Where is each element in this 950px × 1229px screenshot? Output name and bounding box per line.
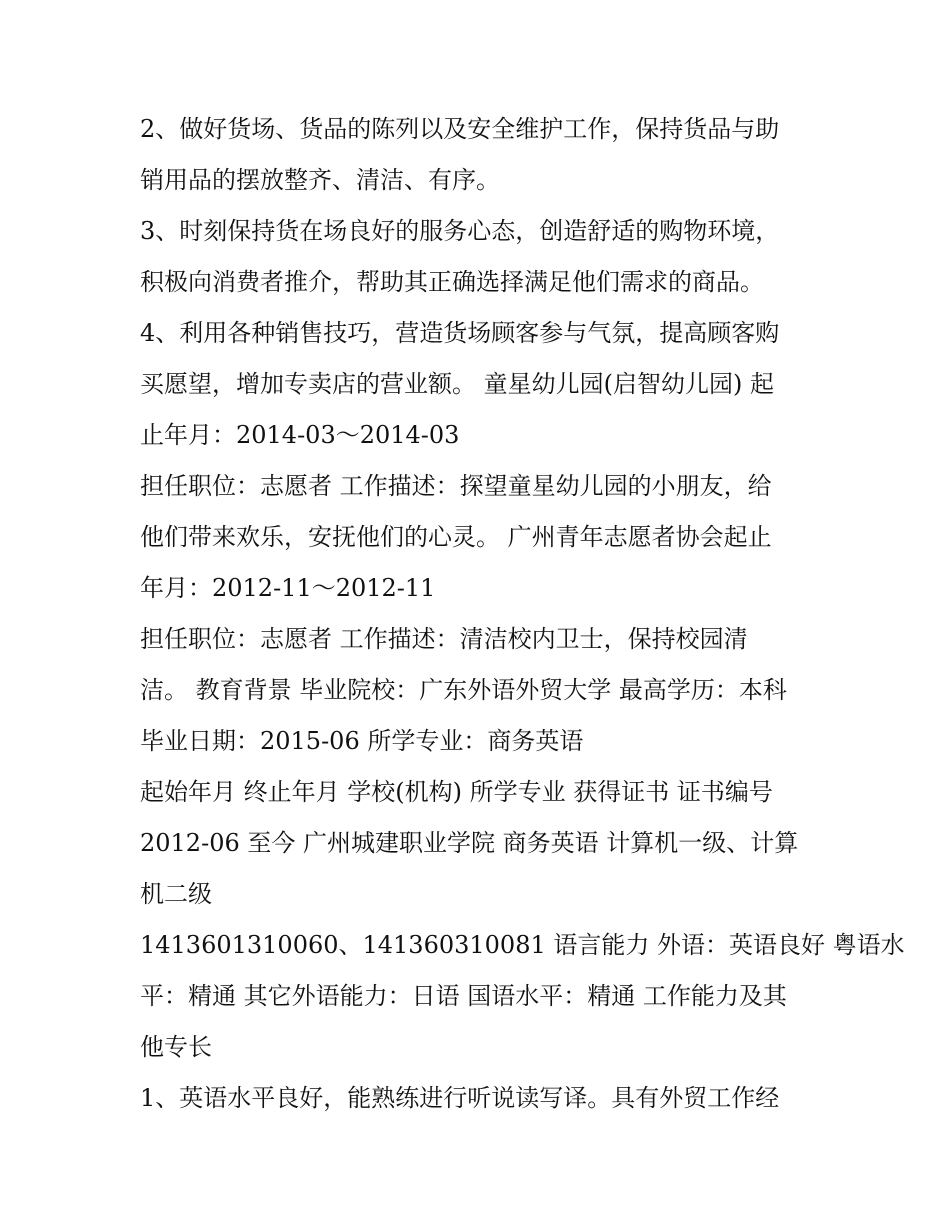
- text-line: 2012-06 至今 广州城建职业学院 商务英语 计算机一级、计算: [140, 829, 799, 857]
- text-line: 机二级: [140, 880, 212, 908]
- text-line: 3、时刻保持货在场良好的服务心态，创造舒适的购物环境，: [140, 217, 780, 245]
- text-line: 起始年月 终止年月 学校(机构) 所学专业 获得证书 证书编号: [140, 778, 773, 806]
- text-line: 止年月：2014-03～2014-03: [140, 421, 460, 449]
- text-line: 买愿望，增加专卖店的营业额。 童星幼儿园(启智幼儿园) 起: [140, 370, 774, 398]
- text-line: 担任职位：志愿者 工作描述：探望童星幼儿园的小朋友，给: [140, 472, 772, 500]
- text-line: 他专长: [140, 1033, 212, 1061]
- text-line: 他们带来欢乐，安抚他们的心灵。 广州青年志愿者协会起止: [140, 523, 772, 551]
- text-line: 担任职位：志愿者 工作描述：清洁校内卫士，保持校园清: [140, 625, 748, 653]
- text-line: 年月：2012-11～2012-11: [140, 574, 436, 602]
- text-line: 1413601310060、141360310081 语言能力 外语：英语良好 粤语水: [140, 931, 905, 959]
- text-line: 毕业日期：2015-06 所学专业：商务英语: [140, 727, 584, 755]
- text-line: 4、利用各种销售技巧，营造货场顾客参与气氛，提高顾客购: [140, 319, 780, 347]
- text-line: 积极向消费者推介，帮助其正确选择满足他们需求的商品。: [140, 268, 764, 296]
- text-line: 销用品的摆放整齐、清洁、有序。: [140, 166, 500, 194]
- document-body: [140, 104, 905, 1124]
- text-line: 2、做好货场、货品的陈列以及安全维护工作，保持货品与助: [140, 115, 780, 143]
- text-line: 1、英语水平良好，能熟练进行听说读写译。具有外贸工作经: [140, 1084, 780, 1112]
- text-line: 洁。 教育背景 毕业院校：广东外语外贸大学 最高学历：本科: [140, 676, 787, 704]
- text-line: 平：精通 其它外语能力：日语 国语水平：精通 工作能力及其: [140, 982, 787, 1010]
